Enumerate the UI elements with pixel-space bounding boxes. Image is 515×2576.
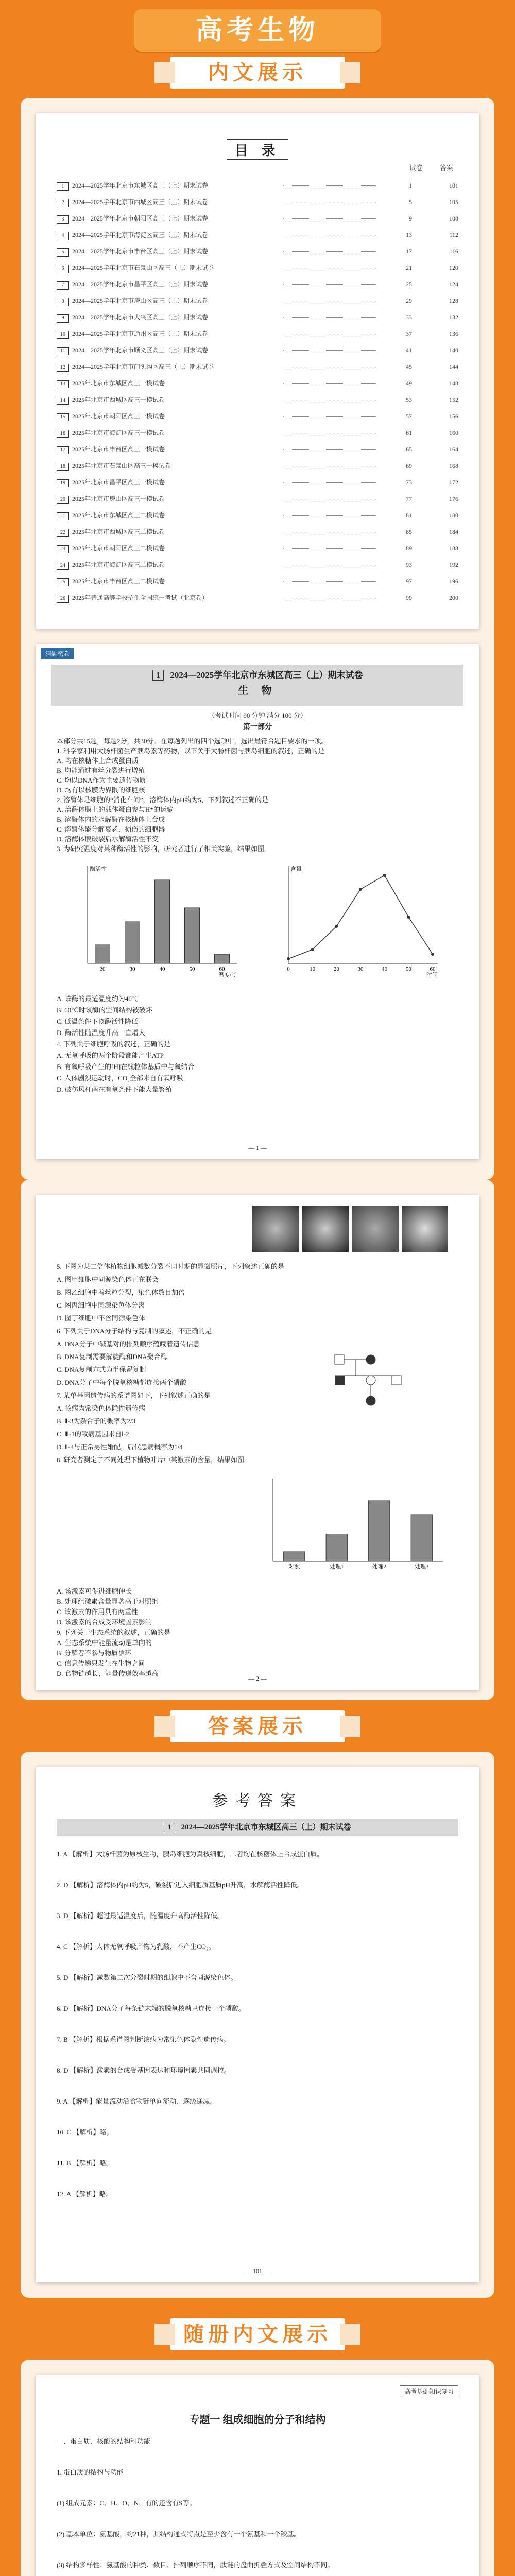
toc-row-answer-page: 168 (449, 462, 458, 469)
answer-line: 3. D 【解析】超过最适温度后，随温度升高酶活性降低。 (57, 1912, 224, 1920)
toc-row (57, 477, 458, 487)
section-ribbon-answer: 答案展示 (170, 1710, 345, 1742)
exam-page-1 (36, 644, 479, 1159)
y-axis-label: 含量 (290, 866, 302, 872)
toc-row-title: 2024—2025学年北京市顺义区高三（上）期末试卷 (72, 347, 209, 354)
x-tick-label: 60 (430, 966, 436, 972)
toc-row-answer-page: 200 (449, 594, 458, 601)
bar (125, 922, 140, 963)
exam-number: 1 (152, 670, 164, 681)
toc-row-leader (283, 251, 376, 252)
question-line: C. 信息传递只发生在生物之间 (57, 1659, 145, 1667)
toc-row-paper-page: 69 (406, 462, 412, 469)
toc-row-number: 20 (57, 496, 69, 504)
toc-row-answer-page: 184 (449, 528, 458, 535)
bar (284, 1552, 305, 1561)
question-line: C. 图丙细胞中同源染色体分离 (57, 1301, 145, 1309)
toc-row-answer-page: 136 (449, 330, 458, 337)
exam-part: 第一部分 (243, 723, 272, 731)
question-line: A. 该激素可促进细胞伸长 (57, 1587, 132, 1595)
toc-row (57, 395, 458, 405)
toc-row-paper-page: 37 (406, 330, 412, 337)
question-line: A. 该酶的最适温度约为40℃ (57, 995, 139, 1003)
booklet-running-head: 高考基础知识复习 (400, 2385, 458, 2397)
toc-col-answer: 答案 (439, 164, 453, 172)
toc-row-title: 2025年北京市房山区高三一模试卷 (72, 495, 165, 502)
question-line: A. 溶酶体膜上的载体蛋白参与H⁺的运输 (57, 806, 174, 814)
toc-row-paper-page: 57 (406, 413, 412, 420)
toc-row (57, 527, 458, 537)
toc-row-leader (283, 548, 376, 549)
toc-row-number: 17 (57, 446, 69, 454)
toc-row-paper-page: 17 (406, 248, 412, 255)
question-line: B. 有氧呼吸产生的[H]在线粒体基质中与氧结合 (57, 1063, 195, 1071)
micrograph-b (302, 1206, 349, 1252)
question-line: D. 酶活性随温度升高一直增大 (57, 1029, 145, 1037)
toc-row-title: 2025年北京市石景山区高三一模试卷 (72, 462, 171, 469)
toc-row-paper-page: 73 (406, 479, 412, 486)
answer-page-number: — 101 — (245, 2267, 270, 2275)
hormone-time-chart (268, 860, 443, 979)
toc-row (57, 378, 458, 388)
x-tick-label: 20 (99, 966, 106, 972)
answer-number: 1 (164, 1823, 175, 1832)
question-line: 6. 下列关于DNA分子结构与复制的叙述，不正确的是 (57, 1327, 212, 1335)
question-line: D. 溶酶体膜破裂后水解酶活性不变 (57, 835, 159, 843)
toc-row-title: 2025年北京市丰台区高三二模试卷 (72, 578, 165, 585)
x-tick-label: 40 (159, 966, 165, 972)
toc-row (57, 428, 458, 438)
toc-row-answer-page: 140 (449, 347, 458, 354)
toc-row-leader (283, 317, 376, 318)
toc-row-answer-page: 156 (449, 413, 458, 420)
question-line: C. 均以DNA作为主要遗传物质 (57, 776, 146, 784)
question-line: D. 均有以核膜为界限的细胞核 (57, 786, 145, 794)
bar (215, 954, 230, 963)
question-line: D. 食物链越长，能量传递效率越高 (57, 1670, 159, 1677)
toc-row-title: 2025年北京市昌平区高三一模试卷 (72, 479, 165, 486)
toc-row-number: 4 (57, 232, 69, 240)
toc-row-answer-page: 152 (449, 396, 458, 403)
toc-row-number: 18 (57, 463, 69, 471)
y-axis-label: 酶活性 (90, 866, 107, 872)
answer-line: 8. D 【解析】激素的合成受基因表达和环境因素共同调控。 (57, 2066, 231, 2074)
toc-row-answer-page: 132 (449, 314, 458, 321)
toc-row (57, 461, 458, 471)
question-line: A. 均在核糖体上合成蛋白质 (57, 757, 139, 765)
toc-row (57, 213, 458, 224)
toc-row-answer-page: 160 (449, 429, 458, 436)
toc-row-title: 2024—2025学年北京市东城区高三（上）期末试卷 (72, 182, 209, 189)
toc-row-leader (283, 383, 376, 384)
toc-row (57, 543, 458, 553)
toc-row-paper-page: 41 (406, 347, 412, 354)
bar (326, 1534, 347, 1562)
answer-line: 12. A 【解析】略。 (57, 2190, 113, 2198)
toc-row-paper-page: 21 (406, 264, 412, 272)
question-line: 9. 下列关于生态系统的叙述，正确的是 (57, 1629, 171, 1636)
toc-row-paper-page: 85 (406, 528, 412, 535)
toc-row-paper-page: 89 (406, 545, 412, 552)
exam-meta: （考试时间 90 分钟 满分 100 分） (208, 711, 307, 719)
question-line: B. 图乙细胞中着丝粒分裂，染色体数目加倍 (57, 1289, 185, 1296)
toc-row-title: 2024—2025学年北京市大兴区高三（上）期末试卷 (72, 314, 209, 321)
answer-title: 参考答案 (212, 1792, 303, 1809)
toc-row-answer-page: 120 (449, 264, 458, 272)
toc-row-number: 9 (57, 314, 69, 323)
toc-row-leader (283, 218, 376, 219)
toc-row-paper-page: 97 (406, 578, 412, 585)
micrograph-strip (252, 1206, 448, 1252)
toc-row-number: 12 (57, 364, 69, 372)
toc-row-number: 24 (57, 562, 69, 570)
toc-row-number: 1 (57, 182, 69, 191)
question-line: D. Ⅱ-4与正常男性婚配，后代患病概率为1/4 (57, 1443, 183, 1451)
toc-row-paper-page: 61 (406, 429, 412, 436)
answer-page (36, 1767, 479, 2282)
data-point (287, 957, 290, 960)
question-line: D. DNA分子中每个脱氧核糖都连接两个磷酸 (57, 1379, 187, 1386)
x-tick-label: 40 (382, 966, 388, 972)
exam2-page-number: — 2 — (248, 1675, 267, 1682)
toc-row-paper-page: 53 (406, 396, 412, 403)
question-line: B. Ⅱ-3为杂合子的概率为2/3 (57, 1417, 136, 1425)
toc-row-answer-page: 124 (449, 281, 458, 288)
toc-row-title: 2025年北京市海淀区高三二模试卷 (72, 561, 165, 568)
x-tick-label: 10 (310, 966, 316, 972)
toc-row-leader (283, 284, 376, 285)
answer-line: 10. C 【解析】略。 (57, 2128, 113, 2136)
toc-row-number: 10 (57, 331, 69, 339)
toc-row-answer-page: 148 (449, 380, 458, 387)
note-line: (3) 结构多样性：氨基酸的种类、数目、排列顺序不同，肽链的盘曲折叠方式及空间结构不同。 (57, 2561, 334, 2569)
toc-row-title: 2025年北京市丰台区高三一模试卷 (72, 446, 165, 453)
question-line: D. 该激素的合成受环境因素影响 (57, 1618, 152, 1626)
toc-row-leader (283, 416, 376, 417)
question-line: B. 溶酶体内的水解酶在核糖体上合成 (57, 816, 165, 823)
question-line: D. 破伤风杆菌在有氧条件下能大量繁殖 (57, 1086, 172, 1093)
toc-row-title: 2024—2025学年北京市丰台区高三（上）期末试卷 (72, 248, 209, 255)
bar (95, 945, 110, 963)
micrograph-d (402, 1206, 449, 1252)
toc-row (57, 180, 458, 191)
toc-row (57, 263, 458, 273)
toc-row-title: 2024—2025学年北京市海淀区高三（上）期末试卷 (72, 231, 209, 239)
bar (411, 1515, 432, 1561)
toc-row (57, 246, 458, 257)
question-line: B. 处理组激素含量显著高于对照组 (57, 1598, 159, 1605)
toc-row-answer-page: 176 (449, 495, 458, 502)
x-tick-label: 对照 (288, 1564, 300, 1570)
exam-tag: 猜题密卷 (41, 648, 74, 659)
question-line: 7. 某单基因遗传病的系谱图如下，下列叙述正确的是 (57, 1392, 211, 1399)
toc-row-title: 2024—2025学年北京市石景山区高三（上）期末试卷 (72, 264, 215, 272)
question-line: 5. 下图为某二倍体植物细胞减数分裂不同时期的显微照片，下列叙述正确的是 (57, 1263, 285, 1270)
data-point (311, 948, 314, 951)
micrograph-c (352, 1206, 399, 1252)
toc-row-answer-page: 108 (449, 215, 458, 222)
x-axis-label: 温度/℃ (218, 972, 237, 978)
question-line: C. 人体剧烈运动时，CO₂全部来自有氧呼吸 (57, 1074, 183, 1082)
toc-row-title: 2025年北京市西城区高三一模试卷 (72, 396, 165, 403)
x-tick-label: 处理1 (330, 1564, 344, 1570)
section-ribbon-content: 内文展示 (170, 57, 345, 89)
question-line: B. 均能通过有丝分裂进行增殖 (57, 767, 145, 774)
toc-row-number: 25 (57, 578, 69, 586)
toc-row (57, 329, 458, 339)
x-tick-label: 60 (219, 966, 225, 972)
toc-row-number: 7 (57, 281, 69, 290)
question-line: C. 低温条件下该酶活性降低 (57, 1018, 139, 1025)
question-line: 3. 为研究温度对某种酶活性的影响，研究者进行了相关实验，结果如图。 (57, 845, 271, 853)
toc-row-number: 14 (57, 397, 69, 405)
toc-row-answer-page: 196 (449, 578, 458, 585)
question-line: D. 图丁细胞中不含同源染色体 (57, 1314, 145, 1322)
toc-row-title: 2025年普通高等学校招生全国统一考试（北京卷） (72, 594, 209, 601)
pedigree-diagram (324, 1350, 448, 1406)
question-line: A. DNA分子中碱基对的排列顺序蕴藏着遗传信息 (57, 1340, 200, 1348)
question-line: C. DNA复制方式为半保留复制 (57, 1366, 146, 1374)
answer-line: 2. D 【解析】溶酶体内pH约为5，破裂后进入细胞质基质pH升高，水解酶活性降低。 (57, 1881, 304, 1889)
toc-row-paper-page: 29 (406, 297, 412, 304)
question-line: B. 60℃时该酶的空间结构被破坏 (57, 1006, 152, 1014)
exam-subject: 生 物 (238, 685, 277, 697)
question-line: 1. 科学家利用大肠杆菌生产胰岛素等药物，以下关于大肠杆菌与胰岛细胞的叙述，正确的是 (57, 747, 325, 755)
toc-row-paper-page: 99 (406, 594, 412, 601)
x-tick-label: 处理2 (372, 1564, 386, 1570)
toc-row (57, 576, 458, 586)
toc-row-answer-page: 188 (449, 545, 458, 552)
toc-row (57, 296, 458, 306)
question-line: A. 生态系统中能量流动是单向的 (57, 1639, 152, 1647)
toc-row-title: 2024—2025学年北京市通州区高三（上）期末试卷 (72, 330, 209, 337)
question-line: A. 无氧呼吸的两个阶段都能产生ATP (57, 1052, 164, 1059)
booklet-page-1 (36, 2375, 479, 2576)
toc-row-answer-page: 105 (449, 198, 458, 206)
x-tick-label: 处理3 (415, 1564, 429, 1570)
question-line: C. 溶酶体能分解衰老、损伤的细胞器 (57, 825, 165, 833)
toc-row (57, 510, 458, 520)
toc-row-answer-page: 144 (449, 363, 458, 370)
toc-row-paper-page: 1 (409, 182, 412, 189)
toc-row-leader (283, 482, 376, 483)
toc-row (57, 345, 458, 355)
exam-header-band (52, 665, 464, 706)
toc-row (57, 362, 458, 372)
toc-col-paper: 试卷 (409, 164, 423, 172)
question-line: B. DNA复制需要解旋酶和DNA聚合酶 (57, 1353, 167, 1361)
treatment-bar-chart (252, 1473, 448, 1577)
note-line: (1) 组成元素：C、H、O、N，有的还含有S等。 (57, 2499, 196, 2507)
toc-row-number: 6 (57, 265, 69, 273)
x-tick-label: 20 (333, 966, 339, 972)
answer-line: 9. A 【解析】能量流动沿食物链单向流动、逐级递减。 (57, 2097, 217, 2105)
x-tick-label: 0 (287, 966, 290, 972)
toc-row-number: 2 (57, 199, 69, 207)
toc-row-title: 2025年北京市朝阳区高三一模试卷 (72, 413, 165, 420)
toc-row-number: 26 (57, 595, 69, 603)
exam-title: 2024—2025学年北京市东城区高三（上）期末试卷 (170, 670, 363, 680)
toc-row-paper-page: 93 (406, 561, 412, 568)
toc-row-number: 16 (57, 430, 69, 438)
data-point (335, 925, 338, 928)
question-line: B. 分解者不参与物质循环 (57, 1649, 132, 1657)
toc-row (57, 560, 458, 570)
toc-row-paper-page: 13 (406, 231, 412, 239)
answer-line: 5. D 【解析】减数第二次分裂时期的细胞中不含同源染色体。 (57, 1974, 237, 1981)
booklet-chapter-title: 专题一 组成细胞的分子和结构 (189, 2414, 326, 2426)
toc-row (57, 494, 458, 504)
exam-page-2b (36, 1195, 479, 1690)
question-line: C. 该激素的作用具有两重性 (57, 1608, 139, 1616)
micrograph-a (252, 1206, 299, 1252)
toc-row-number: 13 (57, 380, 69, 388)
toc-row-paper-page: 9 (409, 215, 412, 222)
note-line: (2) 基本单位：氨基酸，约21种，其结构通式特点是至少含有一个氨基和一个羧基。 (57, 2530, 301, 2538)
toc-row-answer-page: 180 (449, 512, 458, 519)
toc-row-answer-page: 172 (449, 479, 458, 486)
toc-row-number: 22 (57, 529, 69, 537)
toc-row-title: 2025年北京市海淀区高三一模试卷 (72, 429, 165, 436)
toc-row-number: 3 (57, 215, 69, 224)
answer-line: 7. B 【解析】根据系谱图判断该病为常染色体隐性遗传病。 (57, 2036, 230, 2043)
toc-row-number: 19 (57, 479, 69, 487)
toc-row-paper-page: 49 (406, 380, 412, 387)
answer-line: 4. C 【解析】人体无氧呼吸产物为乳酸，不产生CO₂。 (57, 1943, 215, 1951)
x-tick-label: 50 (189, 966, 195, 972)
answer-line: 11. B 【解析】略。 (57, 2159, 113, 2167)
toc-row (57, 444, 458, 454)
toc-row-number: 15 (57, 413, 69, 421)
toc-row (57, 411, 458, 421)
toc-row-leader (283, 581, 376, 582)
toc-row-title: 2024—2025学年北京市昌平区高三（上）期末试卷 (72, 281, 209, 288)
section-ribbon-booklet: 随册内文展示 (170, 2318, 345, 2350)
data-point (407, 916, 410, 919)
toc-row-title: 2024—2025学年北京市房山区高三（上）期末试卷 (72, 297, 209, 304)
x-tick-label: 30 (129, 966, 135, 972)
toc-row-paper-page: 65 (406, 446, 412, 453)
toc-row-answer-page: 164 (449, 446, 458, 453)
toc-row-answer-page: 128 (449, 297, 458, 304)
answer-header-band (57, 1819, 458, 1836)
toc-row-number: 11 (57, 347, 69, 355)
question-line: 8. 研究者测定了不同处理下植物叶片中某激素的含量，结果如图。 (57, 1456, 251, 1464)
toc-row (57, 312, 458, 323)
toc-row-answer-page: 101 (449, 182, 458, 189)
bar (155, 880, 170, 963)
toc-row-leader (283, 350, 376, 351)
toc-row-leader (283, 185, 376, 186)
question-line: A. 该病为常染色体隐性遗传病 (57, 1404, 145, 1412)
toc-row-number: 5 (57, 248, 69, 257)
toc-row-paper-page: 77 (406, 495, 412, 502)
bar (369, 1501, 390, 1561)
data-point (431, 953, 434, 956)
toc-row (57, 592, 458, 603)
toc-row-paper-page: 25 (406, 281, 412, 288)
toc-row-title: 2025年北京市朝阳区高三二模试卷 (72, 545, 165, 552)
data-point (383, 874, 386, 877)
exam-page-number: — 1 — (248, 1144, 267, 1151)
question-line: 2. 溶酶体是细胞的“消化车间”，溶酶体内pH约为5，下列叙述不正确的是 (57, 796, 268, 804)
data-point (359, 888, 362, 891)
enzyme-temperature-chart (67, 860, 242, 979)
toc-row-number: 8 (57, 298, 69, 306)
toc-row-paper-page: 33 (406, 314, 412, 321)
toc-row (57, 230, 458, 240)
toc-row-title: 2025年北京市西城区高三二模试卷 (72, 528, 165, 535)
toc-row (57, 279, 458, 290)
answer-exam-title: 2024—2025学年北京市东城区高三（上）期末试卷 (181, 1823, 351, 1832)
toc-row-paper-page: 5 (409, 198, 412, 206)
toc-row-answer-page: 116 (449, 248, 458, 255)
question-line: 本部分共15题，每题2分，共30分。在每题列出的四个选项中，选出最符合题目要求的一项。 (57, 737, 328, 745)
toc-columns (394, 162, 453, 172)
toc-row-paper-page: 45 (406, 363, 412, 370)
answer-line: 1. A 【解析】大肠杆菌为原核生物，胰岛细胞为真核细胞，二者均在核糖体上合成蛋白质。 (57, 1850, 324, 1858)
toc-row-answer-page: 192 (449, 561, 458, 568)
x-tick-label: 30 (357, 966, 364, 972)
question-line: A. 图甲细胞中同源染色体正在联会 (57, 1276, 159, 1283)
page-header: 高考生物 (134, 9, 381, 52)
question-line: C. Ⅲ-1的致病基因来自Ⅰ-2 (57, 1430, 129, 1438)
toc-row-title: 2024—2025学年北京市西城区高三（上）期末试卷 (72, 198, 209, 206)
toc-row-title: 2025年北京市东城区高三一模试卷 (72, 380, 165, 387)
toc-row-title: 2024—2025学年北京市朝阳区高三（上）期末试卷 (72, 215, 209, 222)
x-axis-label: 时间 (426, 972, 438, 978)
toc-row-answer-page: 112 (449, 231, 458, 239)
note-line: 一、蛋白质、核酸的结构和功能 (57, 2437, 151, 2445)
x-tick-label: 50 (405, 966, 411, 972)
toc-row-number: 23 (57, 545, 69, 553)
toc-row-leader (283, 449, 376, 450)
question-line: 4. 下列关于细胞呼吸的叙述，正确的是 (57, 1040, 171, 1048)
answer-line: 6. D 【解析】DNA分子每条链末端的脱氧核糖只连接一个磷酸。 (57, 2005, 245, 2012)
toc-row-paper-page: 81 (406, 512, 412, 519)
bar (185, 908, 200, 963)
toc-row-leader (283, 515, 376, 516)
toc-row-title: 2025年北京市东城区高三二模试卷 (72, 512, 165, 519)
toc-page (36, 113, 479, 629)
note-line: 1. 蛋白质的结构与功能 (57, 2468, 124, 2476)
toc-row (57, 197, 458, 207)
toc-row-title: 2024—2025学年北京市门头沟区高三（上）期末试卷 (72, 363, 215, 370)
toc-row-number: 21 (57, 512, 69, 520)
toc-heading: 目 录 (227, 139, 288, 160)
